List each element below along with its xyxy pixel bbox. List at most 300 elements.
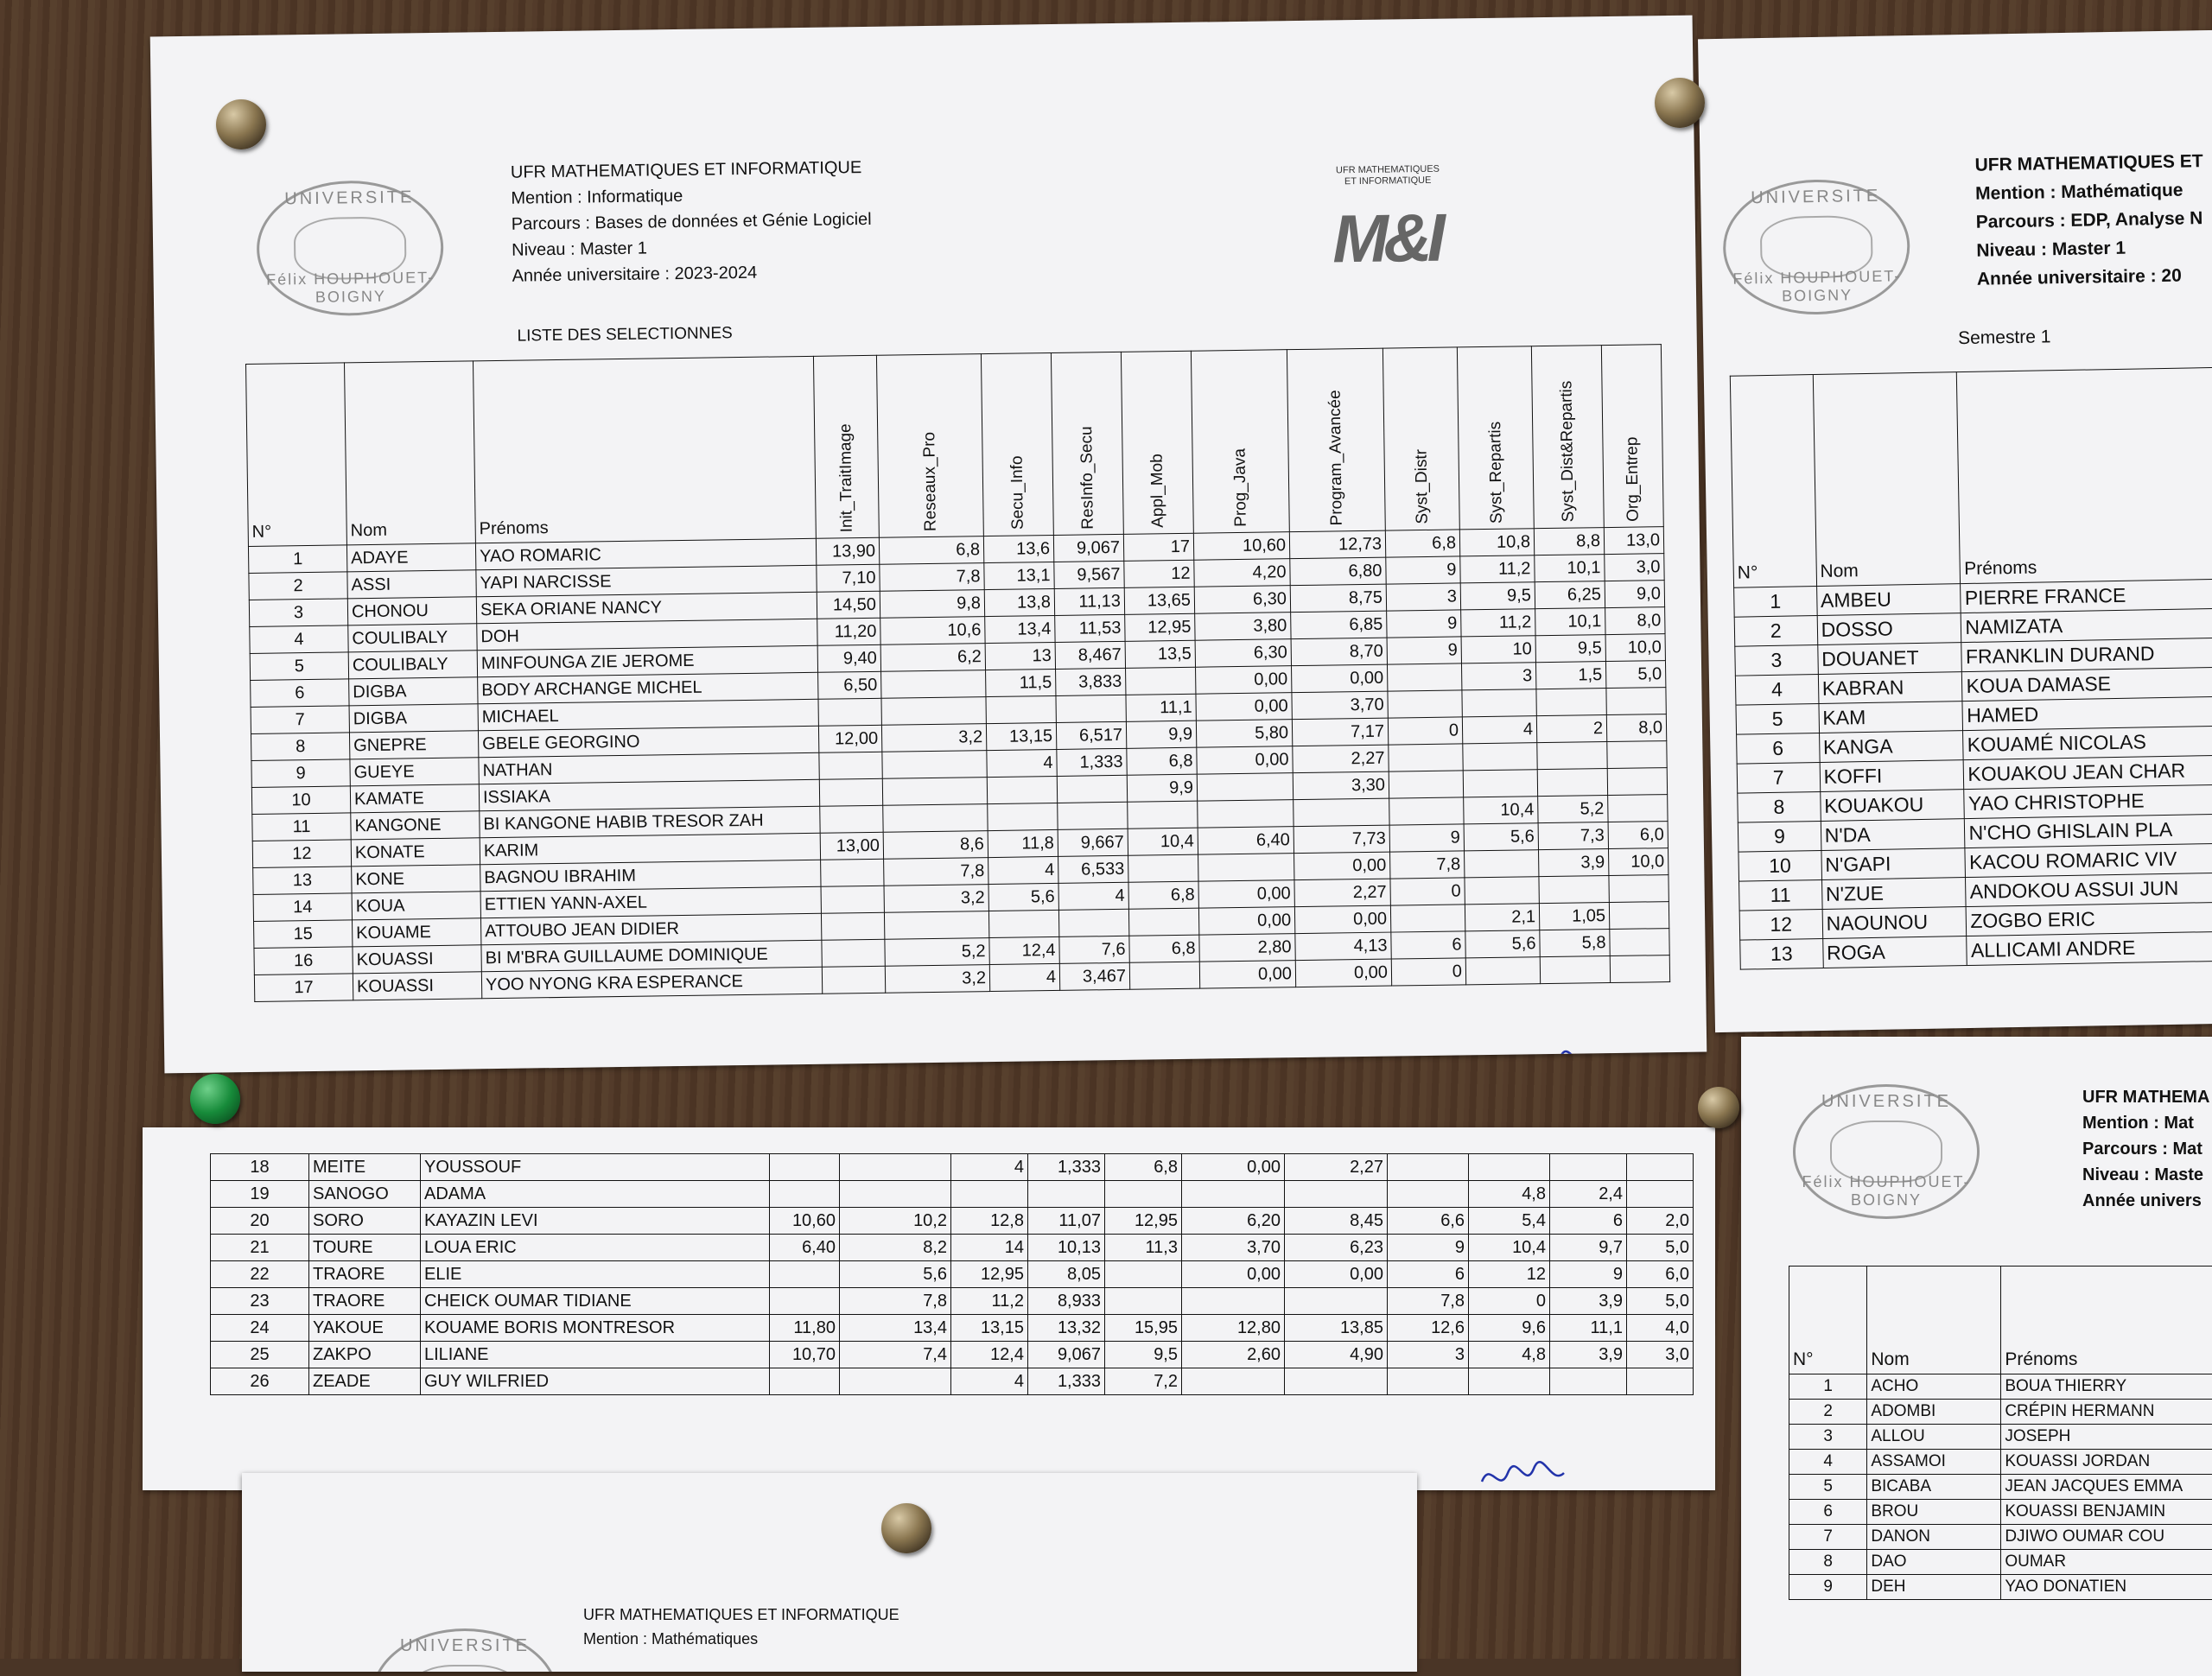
- table-cell: DOSSO: [1817, 613, 1961, 645]
- table-cell: 3,833: [1056, 668, 1126, 695]
- table-cell: [1105, 1261, 1182, 1288]
- table-cell: 0,00: [1196, 666, 1292, 695]
- table-cell: KANGA: [1819, 731, 1963, 763]
- university-seal: UNIVERSITE Félix HOUPHOUET-BOIGNY: [1722, 178, 1911, 316]
- table-cell: 9,7: [1550, 1235, 1627, 1261]
- table-cell: 6,8: [1127, 747, 1197, 775]
- table-cell: 7: [1737, 762, 1820, 793]
- table-cell: [821, 912, 884, 940]
- table-cell: [882, 751, 987, 779]
- table-cell: 0,00: [1196, 693, 1292, 721]
- table-cell: KABRAN: [1818, 672, 1962, 704]
- column-header: N°: [246, 363, 347, 547]
- table-cell: [770, 1368, 840, 1395]
- signature: [1473, 1456, 1568, 1490]
- table-cell: 7,4: [840, 1342, 951, 1368]
- table-cell: 0,00: [1285, 1261, 1388, 1288]
- table-cell: ZEADE: [309, 1368, 421, 1395]
- table-cell: 5,6: [1465, 930, 1540, 958]
- table-cell: 5,0: [1627, 1235, 1694, 1261]
- table-cell: 9: [1789, 1575, 1867, 1600]
- table-cell: 13,5: [1125, 640, 1195, 668]
- table-cell: 11,1: [1126, 694, 1196, 721]
- table-row: [1789, 1475, 2212, 1500]
- table-cell: [1388, 1368, 1469, 1395]
- table-cell: [1540, 956, 1610, 984]
- right-sheet-1: [1698, 30, 2212, 1032]
- column-header: Syst_Distr: [1382, 347, 1459, 530]
- table-cell: 25: [211, 1342, 309, 1368]
- table-cell: [1469, 1154, 1550, 1181]
- table-cell: 8: [1789, 1550, 1867, 1575]
- table-cell: 6,2: [880, 644, 985, 672]
- table-cell: [1627, 1154, 1694, 1181]
- table-cell: [1627, 1181, 1694, 1208]
- table-cell: 11,3: [1105, 1235, 1182, 1261]
- table-cell: N'CHO GHISLAIN PLA: [1965, 814, 2212, 848]
- table-cell: 12,8: [951, 1208, 1028, 1235]
- table-cell: 13,8: [984, 588, 1054, 616]
- table-cell: [770, 1261, 840, 1288]
- table-cell: 13: [1740, 938, 1823, 969]
- table-cell: ATTOUBO JEAN DIDIER: [480, 913, 821, 944]
- table-cell: 9,8: [880, 590, 984, 619]
- table-row: [211, 1181, 1694, 1208]
- table-cell: [1607, 741, 1667, 769]
- table-cell: 8: [1738, 791, 1821, 822]
- table-cell: 8,6: [883, 831, 988, 860]
- table-cell: 12,95: [951, 1261, 1028, 1288]
- table-cell: [770, 1181, 840, 1208]
- table-cell: 2,27: [1293, 745, 1389, 773]
- table-cell: 2,60: [1182, 1342, 1285, 1368]
- table-row: [1789, 1374, 2212, 1400]
- table-cell: ISSIAKA: [479, 779, 819, 810]
- table-cell: ROGA: [1822, 936, 1967, 968]
- table-cell: 1: [1734, 587, 1817, 618]
- table-cell: 1: [1789, 1374, 1867, 1400]
- table-cell: ADOMBI: [1867, 1400, 2001, 1425]
- table-cell: 6,6: [1388, 1208, 1469, 1235]
- table-cell: [770, 1288, 840, 1315]
- table-cell: 7,8: [884, 858, 988, 886]
- table-cell: [1463, 743, 1537, 771]
- list-table: N° Nom Prénoms 1 ACHO BOUA THIERRY 2 ADOMBI CRÉPIN HERMANN 3 ALLOU JOSEPH 4 ASSAMOI KOUASSI JORDAN 5 BICABA JEAN JACQUES EMMA 6 BROU KOUASSI BENJAMIN 7 DANON DJIWO OUMAR COU 8 DAO OUMAR 9 DEH YAO DONATIEN: [1789, 1266, 2212, 1600]
- table-cell: [1285, 1288, 1388, 1315]
- table-cell: SORO: [309, 1208, 421, 1235]
- table-cell: 6,50: [818, 671, 881, 699]
- table-cell: KOUASSI: [353, 972, 481, 1000]
- table-cell: 4: [951, 1154, 1028, 1181]
- table-cell: 9,667: [1058, 828, 1128, 856]
- table-cell: 10,13: [1028, 1235, 1105, 1261]
- table-cell: 10,60: [1193, 532, 1289, 561]
- table-cell: [1627, 1368, 1694, 1395]
- right-sheet-2: [1741, 1037, 2212, 1676]
- table-cell: [1128, 908, 1198, 936]
- table-cell: KOUAME BORIS MONTRESOR: [421, 1315, 770, 1342]
- table-cell: DAO: [1867, 1550, 2001, 1575]
- column-header: Syst_Repartis: [1457, 346, 1534, 530]
- table-cell: [1465, 957, 1540, 985]
- table-cell: 9: [1387, 610, 1461, 638]
- table-cell: 2,80: [1199, 934, 1295, 962]
- table-cell: 10: [1738, 850, 1821, 881]
- pushpin: [1655, 78, 1705, 128]
- table-cell: [987, 776, 1057, 803]
- table-cell: KOUASSI BENJAMIN: [2001, 1500, 2212, 1525]
- table-cell: MEITE: [309, 1154, 421, 1181]
- table-cell: 11,80: [770, 1315, 840, 1342]
- table-row: [1789, 1500, 2212, 1525]
- table-cell: 11,13: [1054, 587, 1124, 615]
- table-cell: KOUA DAMASE: [1962, 667, 2212, 701]
- table-cell: GNEPRE: [349, 731, 478, 759]
- table-cell: 5: [1736, 704, 1819, 735]
- column-header: Init_TraitImage: [813, 355, 879, 538]
- table-cell: GBELE GEORGINO: [478, 726, 818, 757]
- table-cell: 15: [254, 920, 353, 949]
- table-cell: 4: [250, 625, 348, 654]
- table-cell: 9,567: [1054, 561, 1124, 588]
- table-cell: YAPI NARCISSE: [476, 565, 817, 596]
- table-cell: DIGBA: [349, 677, 478, 706]
- table-cell: [1198, 800, 1294, 828]
- table-cell: KOUAKOU JEAN CHAR: [1964, 755, 2212, 789]
- table-cell: 17: [254, 974, 353, 1002]
- table-row: [211, 1235, 1694, 1261]
- table-cell: [1129, 962, 1199, 989]
- table-cell: 10,4: [1464, 797, 1538, 824]
- table-cell: 9,6: [1469, 1315, 1550, 1342]
- table-cell: SEKA ORIANE NANCY: [476, 592, 817, 623]
- column-header: Reseaux_Pro: [876, 354, 983, 538]
- table-cell: BICABA: [1867, 1475, 2001, 1500]
- table-cell: 4,8: [1469, 1342, 1550, 1368]
- table-cell: [1539, 876, 1609, 904]
- table-cell: [1463, 770, 1537, 797]
- table-cell: 9,5: [1460, 582, 1535, 610]
- table-cell: LILIANE: [421, 1342, 770, 1368]
- table-cell: KANGONE: [351, 811, 480, 840]
- table-cell: 6: [251, 679, 349, 708]
- table-cell: 3: [249, 599, 347, 627]
- table-cell: KAYAZIN LEVI: [421, 1208, 770, 1235]
- table-row: [1789, 1575, 2212, 1600]
- table-cell: 3,9: [1539, 849, 1609, 877]
- table-cell: ZAKPO: [309, 1342, 421, 1368]
- table-cell: 9: [251, 759, 350, 788]
- table-cell: 6,80: [1290, 557, 1386, 586]
- bottom-sheet: [242, 1473, 1417, 1672]
- table-cell: 3,9: [1550, 1342, 1627, 1368]
- table-cell: 2,4: [1550, 1181, 1627, 1208]
- university-seal: UNIVERSITE: [372, 1628, 558, 1672]
- table-cell: 8,05: [1028, 1261, 1105, 1288]
- table-cell: 3,467: [1059, 962, 1129, 990]
- column-header: Secu_Info: [981, 352, 1053, 536]
- table-cell: 12,4: [951, 1342, 1028, 1368]
- table-cell: 10,6: [880, 617, 985, 645]
- list-table: N° Nom Prénoms 1 AMBEU PIERRE FRANCE 2 DOSSO NAMIZATA 3 DOUANET FRANKLIN DURAND 4 KABRAN KOUA DAMASE 5 KAM HAMED 6 KANGA KOUAMÉ NICOLAS 7 KOFFI KOUAKOU JEAN CHAR 8 KOUAKOU YAO CHRISTOPHE 9 N'DA N'CHO GHISLAIN PLA 10 N'GAPI KACOU ROMARIC VIV 11 N'ZUE ANDOKOU ASSUI JUN 12 NAOUNOU ZOGBO ERIC 13 ROGA ALLICAMI ANDRE: [1730, 367, 2212, 970]
- table-cell: 9,067: [1028, 1342, 1105, 1368]
- table-cell: 11,8: [988, 829, 1058, 857]
- table-cell: [1388, 1181, 1469, 1208]
- table-cell: AMBEU: [1816, 584, 1961, 616]
- table-cell: ALLICAMI ANDRE: [1967, 931, 2212, 965]
- table-cell: 0,00: [1182, 1261, 1285, 1288]
- table-cell: 2,27: [1285, 1154, 1388, 1181]
- table-cell: [1294, 798, 1389, 827]
- table-cell: 10,2: [840, 1208, 951, 1235]
- table-cell: [1469, 1368, 1550, 1395]
- table-cell: 9,9: [1127, 774, 1197, 802]
- table-cell: 8,0: [1605, 607, 1665, 635]
- table-cell: 11: [1739, 879, 1822, 911]
- table-cell: YOUSSOUF: [421, 1154, 770, 1181]
- table-cell: [1128, 854, 1198, 882]
- table-cell: HAMED: [1962, 696, 2212, 730]
- table-cell: [1105, 1288, 1182, 1315]
- table-cell: 6,30: [1194, 586, 1290, 614]
- table-cell: 4: [1462, 716, 1536, 744]
- table-cell: [1609, 902, 1669, 930]
- table-cell: [1182, 1181, 1285, 1208]
- table-cell: 16: [254, 947, 353, 975]
- main-sheet: [150, 16, 1707, 1074]
- table-cell: 4: [1789, 1450, 1867, 1475]
- table-cell: [884, 911, 988, 940]
- table-cell: JEAN JACQUES EMMA: [2001, 1475, 2212, 1500]
- table-cell: 7,73: [1294, 825, 1389, 854]
- table-cell: [1388, 1154, 1469, 1181]
- table-cell: 4: [951, 1368, 1028, 1395]
- table-row: [1789, 1425, 2212, 1450]
- table-cell: TRAORE: [309, 1261, 421, 1288]
- table-cell: 6,8: [1385, 530, 1459, 557]
- table-cell: [821, 859, 884, 886]
- table-cell: 6,23: [1285, 1235, 1388, 1261]
- table-cell: 0: [1469, 1288, 1550, 1315]
- table-cell: [1198, 854, 1294, 882]
- table-cell: 4,8: [1469, 1181, 1550, 1208]
- table-cell: 10,8: [1459, 529, 1534, 556]
- table-cell: DOUANET: [1817, 643, 1961, 675]
- table-cell: 6,8: [1105, 1154, 1182, 1181]
- table-cell: 4: [987, 749, 1057, 777]
- table-cell: 10,0: [1608, 848, 1668, 876]
- table-cell: 17: [1123, 533, 1193, 561]
- table-cell: 10,1: [1535, 555, 1605, 582]
- table-cell: [1128, 801, 1198, 828]
- table-row: [211, 1208, 1694, 1235]
- table-cell: 7,8: [880, 563, 984, 592]
- table-cell: 2,1: [1465, 904, 1539, 931]
- table-cell: 7,3: [1538, 822, 1608, 850]
- table-cell: 3: [1461, 663, 1535, 690]
- table-cell: 14: [253, 893, 352, 922]
- pushpin: [216, 99, 266, 149]
- table-cell: 12: [1124, 560, 1194, 587]
- table-cell: [883, 804, 988, 833]
- table-cell: 13,00: [820, 832, 883, 860]
- table-cell: 13,6: [983, 535, 1053, 562]
- table-cell: KARIM: [480, 833, 820, 864]
- table-cell: ELIE: [421, 1261, 770, 1288]
- table-cell: 12,4: [989, 936, 1059, 964]
- table-cell: KOUAME: [353, 918, 481, 947]
- table-cell: 8,0: [1606, 714, 1666, 742]
- table-cell: 13: [985, 642, 1055, 670]
- table-cell: KOUASSI: [353, 945, 481, 974]
- table-row: [1789, 1400, 2212, 1425]
- table-cell: [986, 695, 1056, 723]
- table-cell: 6,8: [879, 536, 983, 565]
- pushpin-green: [190, 1074, 240, 1124]
- column-header: Prénoms: [473, 356, 816, 543]
- table-cell: [822, 966, 885, 994]
- table-cell: 10,4: [1469, 1235, 1550, 1261]
- table-cell: 6,20: [1182, 1208, 1285, 1235]
- table-row: [211, 1315, 1694, 1342]
- table-cell: 9: [1387, 637, 1461, 664]
- table-cell: 0,00: [1199, 961, 1295, 989]
- table-cell: 6,25: [1535, 581, 1605, 609]
- table-cell: 2: [1789, 1400, 1867, 1425]
- table-cell: 0,00: [1182, 1154, 1285, 1181]
- table-cell: [1462, 689, 1536, 717]
- table-cell: FRANKLIN DURAND: [1961, 638, 2212, 671]
- sheet-header: UFR MATHEMATIQUES ET Mention : Mathématique Parcours : EDP, Analyse N Niveau : Master 1 Année universitaire : 20: [1974, 147, 2205, 294]
- table-cell: 8,8: [1534, 528, 1604, 555]
- table-cell: KOUASSI JORDAN: [2001, 1450, 2212, 1475]
- table-cell: [881, 697, 986, 726]
- table-cell: [1197, 773, 1293, 802]
- table-cell: [1537, 742, 1607, 770]
- table-cell: ASSAMOI: [1867, 1450, 2001, 1475]
- table-cell: 22: [211, 1261, 309, 1288]
- table-cell: 0,00: [1294, 905, 1390, 934]
- table-cell: 3,70: [1292, 691, 1388, 720]
- table-cell: [822, 939, 885, 967]
- table-cell: [1105, 1181, 1182, 1208]
- table-cell: YAO DONATIEN: [2001, 1575, 2212, 1600]
- table-cell: 10,70: [770, 1342, 840, 1368]
- table-cell: 12,95: [1125, 613, 1195, 641]
- table-cell: BI M'BRA GUILLAUME DOMINIQUE: [481, 940, 822, 971]
- table-cell: KONATE: [351, 838, 480, 867]
- table-cell: 3,80: [1195, 613, 1291, 641]
- table-cell: [988, 803, 1058, 830]
- mention: Mention : Informatique: [511, 181, 871, 212]
- table-cell: 5,6: [1464, 823, 1538, 851]
- table-cell: 12,95: [1105, 1208, 1182, 1235]
- pushpin: [881, 1503, 931, 1553]
- table-cell: 6,533: [1058, 855, 1128, 883]
- table-cell: 1,5: [1535, 662, 1605, 689]
- table-cell: COULIBALY: [348, 651, 477, 679]
- table-cell: 18: [211, 1154, 309, 1181]
- table-cell: 0,00: [1198, 880, 1294, 909]
- table-cell: 3,9: [1550, 1288, 1627, 1315]
- table-cell: 8,2: [840, 1235, 951, 1261]
- table-cell: [821, 886, 884, 913]
- table-cell: SANOGO: [309, 1181, 421, 1208]
- table-cell: 9: [1738, 821, 1821, 852]
- table-cell: 0,00: [1197, 746, 1293, 775]
- table-cell: 12: [1469, 1261, 1550, 1288]
- table-row: [211, 1154, 1694, 1181]
- table-cell: 2: [1536, 715, 1606, 743]
- table-cell: 10,0: [1605, 634, 1665, 662]
- table-cell: 15,95: [1105, 1315, 1182, 1342]
- table-cell: KAM: [1819, 702, 1963, 733]
- table-cell: 6,8: [1129, 935, 1199, 962]
- table-cell: 13,15: [986, 722, 1056, 750]
- table-cell: 3: [1386, 583, 1460, 611]
- table-cell: 6,85: [1291, 611, 1387, 639]
- table-cell: 13,85: [1285, 1315, 1388, 1342]
- table-cell: 13,4: [985, 615, 1055, 643]
- table-cell: [819, 752, 882, 779]
- table-cell: 9: [1389, 824, 1464, 852]
- table-cell: [1390, 905, 1465, 932]
- table-cell: 6: [1789, 1500, 1867, 1525]
- table-cell: 10,1: [1535, 608, 1605, 636]
- table-cell: [1388, 690, 1462, 718]
- table-cell: ACHO: [1867, 1374, 2001, 1400]
- table-cell: [951, 1181, 1028, 1208]
- university-seal: UNIVERSITE Félix HOUPHOUET-BOIGNY: [256, 180, 444, 317]
- table-cell: 2,0: [1627, 1208, 1694, 1235]
- table-cell: 0,00: [1198, 907, 1294, 936]
- table-cell: 8,467: [1055, 641, 1125, 669]
- table-cell: 8: [251, 733, 349, 761]
- table-cell: 3,2: [881, 724, 986, 752]
- table-cell: 4: [989, 963, 1059, 991]
- table-cell: 0: [1390, 878, 1465, 905]
- table-cell: 13,4: [840, 1315, 951, 1342]
- table-cell: [1465, 877, 1539, 905]
- table-cell: [1389, 797, 1464, 825]
- table-cell: [770, 1154, 840, 1181]
- table-cell: 5: [1789, 1475, 1867, 1500]
- sheet-header: UFR MATHEMA Mention : Mat Parcours : Mat Niveau : Maste Année univers: [2082, 1084, 2209, 1214]
- table-cell: KACOU ROMARIC VIV: [1965, 843, 2212, 877]
- table-cell: 11,5: [986, 669, 1056, 696]
- table-cell: 10: [251, 786, 350, 815]
- table-cell: ASSI: [347, 570, 476, 599]
- table-cell: OUMAR: [2001, 1550, 2212, 1575]
- table-cell: [988, 910, 1058, 937]
- table-cell: 5,8: [1540, 930, 1610, 957]
- table-cell: 6,30: [1195, 639, 1291, 668]
- table-cell: 3,0: [1605, 554, 1664, 581]
- table-cell: 5: [250, 652, 348, 681]
- table-cell: [1608, 795, 1668, 822]
- table-cell: 11,1: [1550, 1315, 1627, 1342]
- table-cell: KOUAMÉ NICOLAS: [1963, 726, 2212, 759]
- table-cell: 9: [1388, 1235, 1469, 1261]
- table-cell: 4,13: [1295, 932, 1391, 961]
- sheet-header: [511, 155, 873, 289]
- table-cell: KONE: [352, 865, 480, 893]
- table-cell: YOO NYONG KRA ESPERANCE: [481, 967, 822, 998]
- table-cell: [1550, 1154, 1627, 1181]
- table-cell: [820, 805, 883, 833]
- table-cell: 3: [1388, 1342, 1469, 1368]
- table-cell: 10,4: [1128, 828, 1198, 855]
